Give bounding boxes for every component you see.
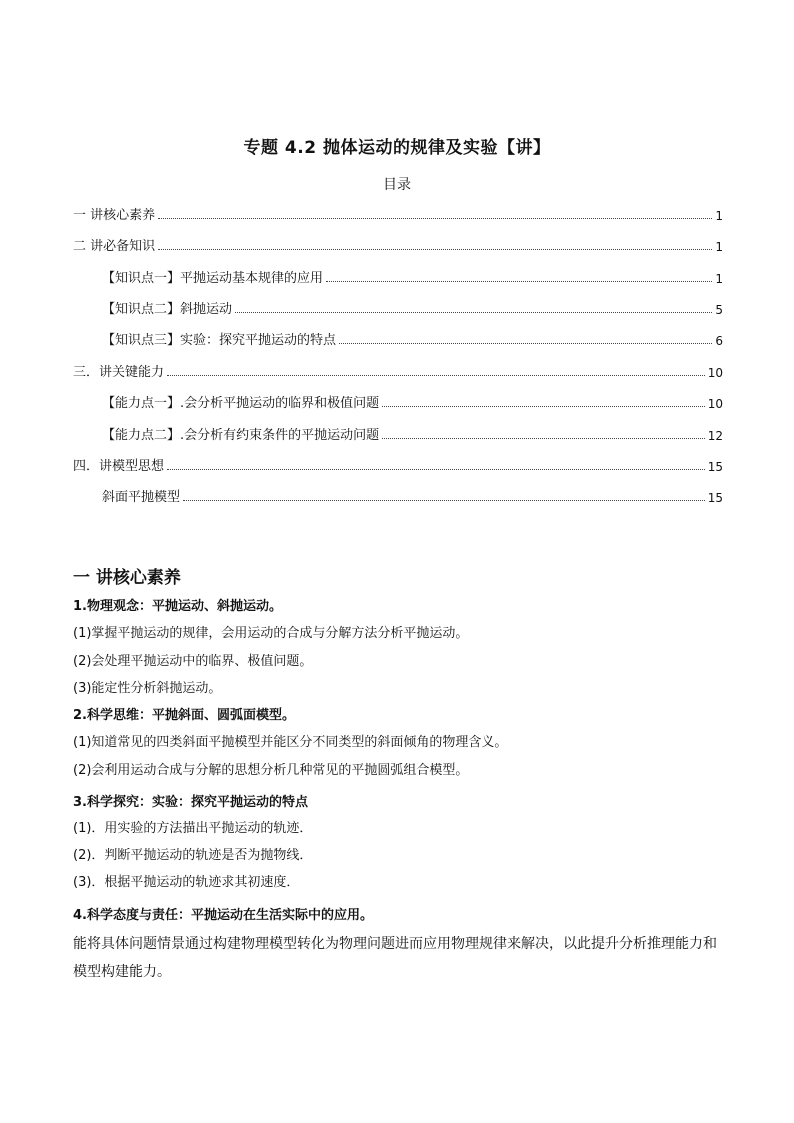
toc-page-number: 15 [707,491,723,505]
toc-page-number: 5 [715,303,723,317]
toc-entry-label: 一 讲核心素养 [73,208,156,223]
toc-page-number: 10 [707,397,723,411]
toc-entry-label: 【知识点二】斜抛运动 [102,302,233,317]
toc-entry-label: 【知识点一】平抛运动基本规律的应用 [102,271,324,286]
toc-leader-dots [235,311,712,313]
toc-entry[interactable] [102,328,723,348]
toc-entry[interactable] [73,454,723,474]
toc-entry-label: 斜面平抛模型 [102,490,181,505]
toc-page-number: 15 [707,460,723,474]
toc-leader-dots [382,405,705,407]
toc-leader-dots [382,437,705,439]
section-heading: 一 讲核心素养 [73,568,181,588]
toc-entry[interactable] [102,391,723,411]
toc-entry-label: 四．讲模型思想 [73,459,165,474]
toc-leader-dots [167,468,705,470]
topic-heading: 3.科学探究：实验：探究平抛运动的特点 [73,795,308,810]
topic-heading: 1.物理观念：平抛运动、斜抛运动。 [73,599,282,614]
toc-leader-dots [183,499,705,501]
toc-entry[interactable] [102,485,723,505]
toc-entry-label: 【能力点一】.会分析平抛运动的临界和极值问题 [102,396,380,411]
toc-page-number: 1 [715,240,723,254]
toc-entry[interactable] [102,266,723,286]
topic-heading: 4.科学态度与责任：平抛运动在生活实际中的应用。 [73,908,373,923]
toc-page-number: 10 [707,366,723,380]
toc-entry-label: 三．讲关键能力 [73,365,165,380]
page-title: 专题 4.2 抛体运动的规律及实验【讲】 [243,138,551,158]
toc-entry-label: 【知识点三】实验：探究平抛运动的特点 [102,333,337,348]
toc-entry-label: 二 讲必备知识 [73,239,156,254]
toc-entry[interactable] [73,360,723,380]
toc-entry[interactable] [73,203,723,223]
body-line: (1)掌握平抛运动的规律，会用运动的合成与分解方法分析平抛运动。 [73,626,469,641]
body-line: (3)能定性分析斜抛运动。 [73,681,222,696]
body-line: (1)知道常见的四类斜面平抛模型并能区分不同类型的斜面倾角的物理含义。 [73,735,508,750]
toc-entry[interactable] [73,234,723,254]
body-line: (2)会处理平抛运动中的临界、极值问题。 [73,654,313,669]
toc-leader-dots [326,280,712,282]
body-line: (1)．用实验的方法描出平抛运动的轨迹． [73,821,313,836]
toc-entry[interactable] [102,423,723,443]
toc-entry-label: 【能力点二】.会分析有约束条件的平抛运动问题 [102,428,380,443]
toc-leader-dots [158,217,712,219]
toc-page-number: 12 [707,429,723,443]
topic-heading: 2.科学思维：平抛斜面、圆弧面模型。 [73,708,295,723]
toc-leader-dots [158,248,712,250]
body-line: (2)会利用运动合成与分解的思想分析几种常见的平抛圆弧组合模型。 [73,763,469,778]
toc-leader-dots [339,342,712,344]
body-paragraph: 能将具体问题情景通过构建物理模型转化为物理问题进而应用物理规律来解决，以此提升分析推理能力和模型构建能力。 [73,936,717,980]
toc-page-number: 6 [715,334,723,348]
toc-leader-dots [167,374,705,376]
toc-page-number: 1 [715,209,723,223]
toc-page-number: 1 [715,272,723,286]
toc-entry[interactable] [102,297,723,317]
body-line: (3)．根据平抛运动的轨迹求其初速度． [73,875,300,890]
body-line: (2)．判断平抛运动的轨迹是否为抛物线． [73,848,313,863]
toc-heading: 目录 [383,177,411,193]
